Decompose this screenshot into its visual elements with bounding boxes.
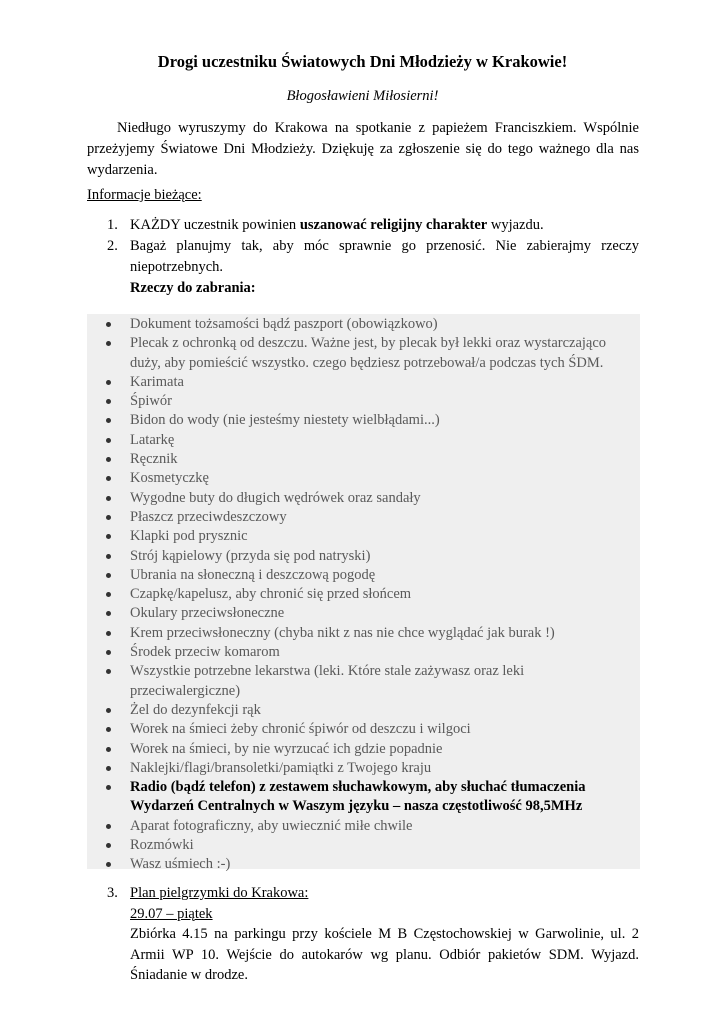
list-item xyxy=(87,469,627,488)
bullet-icon xyxy=(106,476,111,481)
item-text-bold: uszanować religijny charakter xyxy=(299,217,488,233)
bullet-icon xyxy=(106,534,111,539)
list-item xyxy=(87,624,627,643)
list-item xyxy=(87,817,627,836)
bullet-icon xyxy=(106,418,111,423)
bullet-icon xyxy=(106,496,111,501)
list-item-text: Płaszcz przeciwdeszczowy xyxy=(130,508,287,525)
list-item xyxy=(87,489,627,508)
list-item xyxy=(87,855,627,874)
list-item-text: Czapkę/kapelusz, aby chronić się przed słońcem xyxy=(130,586,412,603)
list-item xyxy=(87,450,627,469)
list-item xyxy=(87,759,627,778)
list-item-text: Klapki pod prysznic xyxy=(130,528,248,545)
intro-paragraph: Niedługo wyruszymy do Krakowa na spotkanie z papieżem Franciszkiem. Wspólnie przeżyjemy Światowe Dni Młodzieży. Dziękuję za zgłoszenie się do tego ważnego dla nas wydarzenia. xyxy=(87,120,639,178)
list-item xyxy=(87,315,627,334)
bullet-icon xyxy=(106,785,111,790)
list-item-text: Ubrania na słoneczną i deszczową pogodę xyxy=(130,566,376,583)
bullet-icon xyxy=(106,554,111,559)
list-item xyxy=(87,431,627,450)
list-item xyxy=(87,740,627,759)
page-title: Drogi uczestniku Światowych Dni Młodzieży w Krakowie! xyxy=(157,52,568,71)
bullet-icon xyxy=(106,766,111,771)
bullet-icon xyxy=(106,457,111,462)
list-item-text: Latarkę xyxy=(130,431,175,448)
bullet-icon xyxy=(106,341,111,346)
list-item xyxy=(87,701,627,720)
list-item-text: Radio (bądź telefon) z zestawem słuchawkowym, aby słuchać tłumaczenia Wydarzeń Centralnych w Waszym języku – nasza częstotliwość 98,5MHz xyxy=(130,779,586,815)
list-item-text: Okulary przeciwsłoneczne xyxy=(130,605,285,622)
list-item-text: Dokument tożsamości bądź paszport (obowiązkowo) xyxy=(130,316,438,332)
list-item xyxy=(87,585,627,604)
list-item xyxy=(87,547,627,566)
bullet-icon xyxy=(106,399,111,404)
list-item-text: Worek na śmieci żeby chronić śpiwór od deszczu i wilgoci xyxy=(130,721,471,738)
bullet-icon xyxy=(106,727,111,732)
list-item xyxy=(87,566,627,585)
numbered-item-1 xyxy=(87,215,639,236)
bullet-icon xyxy=(106,708,111,713)
plan-description: Zbiórka 4.15 na parkingu przy kościele M B Częstochowskiej w Garwolinie, ul. 2 Armii WP 10. Wejście do autokarów wg planu. Odbiór pakietów SDM. Wyjazd. Śniadanie w drodze. xyxy=(130,926,639,983)
packing-list xyxy=(87,315,627,875)
list-item-text: Wygodne buty do długich wędrówek oraz sandały xyxy=(130,489,421,506)
list-item xyxy=(87,334,627,373)
list-item-text: Bidon do wody (nie jesteśmy niestety wielbłądami...) xyxy=(130,412,440,429)
list-item xyxy=(87,392,627,411)
list-item-text: Aparat fotograficzny, aby uwiecznić miłe chwile xyxy=(130,817,413,834)
list-item-text: Rozmówki xyxy=(130,837,194,854)
bring-heading: Rzeczy do zabrania: xyxy=(130,280,256,296)
item-text-after: wyjazdu. xyxy=(487,217,544,233)
section-heading: Informacje bieżące: xyxy=(87,187,202,203)
item-number: 1. xyxy=(107,217,118,233)
item-number: 2. xyxy=(107,238,118,254)
list-item-text: Środek przeciw komarom xyxy=(130,644,280,661)
bullet-icon xyxy=(106,515,111,520)
list-item-text: Śpiwór xyxy=(130,393,172,410)
bullet-icon xyxy=(106,611,111,616)
list-item-text: Strój kąpielowy (przyda się pod natryski) xyxy=(130,547,371,564)
bullet-icon xyxy=(106,669,111,674)
bullet-icon xyxy=(106,592,111,597)
list-item-text: Naklejki/flagi/bransoletki/pamiątki z Twojego kraju xyxy=(130,759,432,776)
numbered-list xyxy=(87,215,639,299)
list-item xyxy=(87,720,627,739)
list-item xyxy=(87,527,627,546)
bullet-icon xyxy=(106,380,111,385)
list-item xyxy=(87,662,627,701)
bullet-icon xyxy=(106,631,111,636)
list-item-text: Żel do dezynfekcji rąk xyxy=(130,701,261,718)
list-item-text: Worek na śmieci, by nie wyrzucać ich gdzie popadnie xyxy=(130,740,443,757)
list-item xyxy=(87,778,627,817)
plan-heading: Plan pielgrzymki do Krakowa: xyxy=(130,885,309,901)
bullet-icon xyxy=(106,862,111,867)
bullet-icon xyxy=(106,438,111,443)
bullet-icon xyxy=(106,650,111,655)
bullet-icon xyxy=(106,747,111,752)
bullet-icon xyxy=(106,843,111,848)
list-item-text: Krem przeciwsłoneczny (chyba nikt z nas nie chce wyglądać jak burak !) xyxy=(130,624,555,641)
list-item-text: Ręcznik xyxy=(130,451,178,468)
plan-section xyxy=(87,883,639,986)
bullet-icon xyxy=(106,824,111,829)
list-item-text: Plecak z ochronką od deszczu. Ważne jest, by plecak był lekki oraz wystarczająco duży, aby pomieścić wszystko. czego będziesz potrzebował/a podczas tych ŚDM. xyxy=(130,335,607,371)
list-item-text: Wasz uśmiech :-) xyxy=(130,856,231,873)
list-item xyxy=(87,411,627,430)
numbered-item-2 xyxy=(87,236,639,278)
plan-heading-line xyxy=(87,883,639,904)
list-item xyxy=(87,373,627,392)
list-item-text: Kosmetyczkę xyxy=(130,470,209,487)
list-item xyxy=(87,604,627,623)
bullet-icon xyxy=(106,573,111,578)
item-text: Bagaż planujmy tak, aby móc sprawnie go przenosić. Nie zabierajmy rzeczy niepotrzebnych. xyxy=(130,238,639,275)
list-item xyxy=(87,508,627,527)
list-item xyxy=(87,836,627,855)
list-item-text: Karimata xyxy=(130,373,184,390)
page-subtitle: Błogosławieni Miłosierni! xyxy=(286,88,439,104)
item-text-before: KAŻDY uczestnik powinien xyxy=(130,217,300,233)
plan-date: 29.07 – piątek xyxy=(130,905,213,922)
list-item-text: Wszystkie potrzebne lekarstwa (leki. Które stale zażywasz oraz leki przeciwalergiczne) xyxy=(130,663,525,699)
list-item xyxy=(87,643,627,662)
bullet-icon xyxy=(106,322,111,327)
item-number: 3. xyxy=(107,885,118,901)
